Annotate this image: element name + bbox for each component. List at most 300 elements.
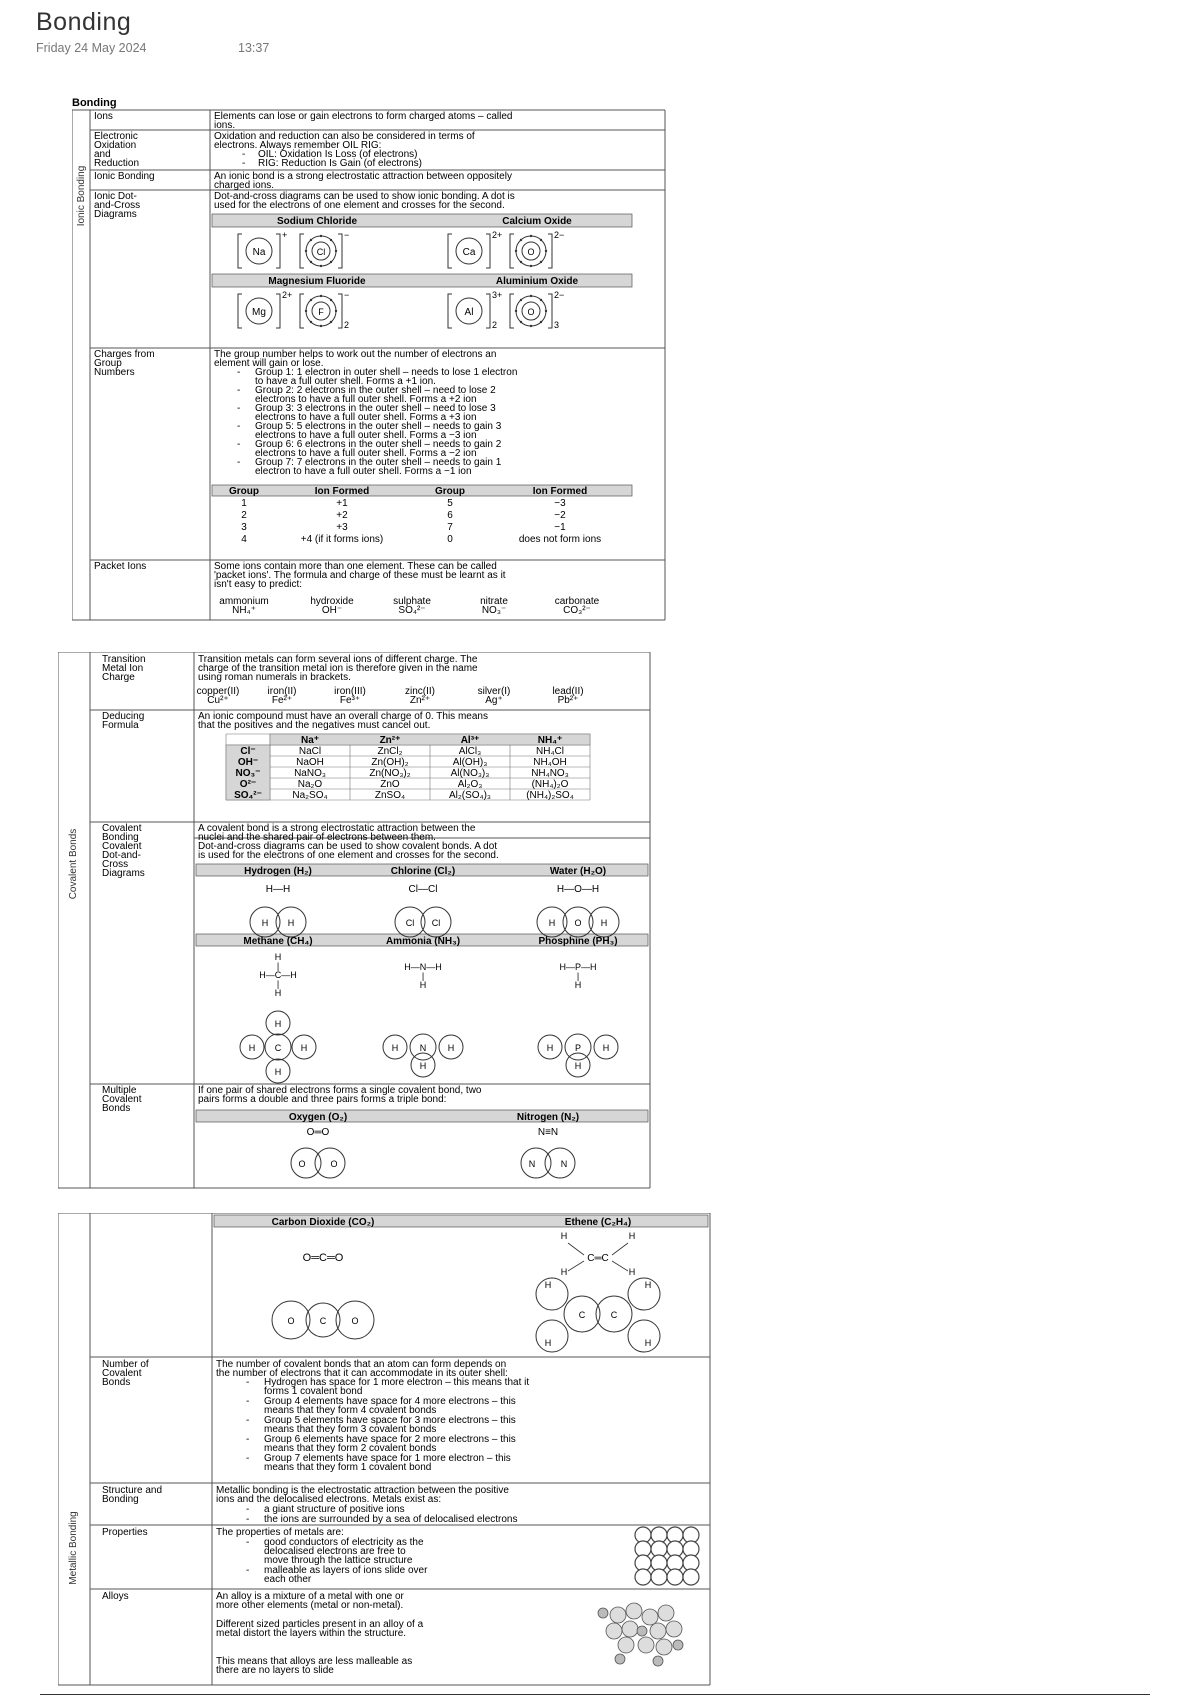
group-table-header: Group (435, 486, 465, 497)
svg-text:-: - (246, 1565, 250, 1576)
transition-ion-name: zinc(II) (405, 686, 435, 697)
bullet-dash: - (246, 1396, 250, 1407)
term-multiple-2: Covalent (102, 1094, 142, 1105)
charges-bullet-line: electrons to have a full outer shell. Forms a −2 ion (255, 448, 477, 459)
alloys-text-2a: Different sized particles present in an alloy of a (216, 1619, 424, 1630)
electron-dot (515, 310, 517, 312)
term-charges-3: Numbers (94, 367, 135, 378)
ion-charge-a: 3+ (492, 290, 503, 300)
number-bullet-line: means that they form 3 covalent bonds (264, 1424, 437, 1435)
alloys-text-3b: there are no layers to slide (216, 1665, 334, 1676)
charges-bullets (237, 367, 517, 477)
formula-cell: (NH₄)₂O (531, 779, 569, 790)
ethene-hydrogen (536, 1320, 568, 1352)
electron-dot (320, 325, 322, 327)
term-properties: Properties (102, 1527, 148, 1538)
alloy-atom (656, 1639, 672, 1655)
redox-text-1: Oxidation and reduction can also be considered in terms of (214, 131, 475, 142)
alloys-text-2b: metal distort the layers within the structure. (216, 1628, 407, 1639)
term-transition-2: Metal Ion (102, 663, 144, 674)
electron-dot (335, 310, 337, 312)
number-bullet-line: forms 1 covalent bond (264, 1386, 363, 1397)
number-bullets (246, 1377, 529, 1473)
svg-text:-: - (242, 149, 246, 160)
alloys-text-3a: This means that alloys are less malleable as (216, 1656, 413, 1667)
ion-charge-a: 2+ (282, 290, 293, 300)
electron-dot (520, 321, 522, 323)
bullet-dash: - (237, 403, 241, 414)
number-bullet-line: Group 5 elements have space for 3 more electrons – this (264, 1415, 516, 1426)
term-ions: Ions (94, 111, 113, 122)
metal-ion (651, 1569, 667, 1585)
cov-dot-text-1: Dot-and-cross diagrams can be used to show covalent bonds. A dot (198, 841, 498, 852)
number-bullet-line: Hydrogen has space for 1 more electron – this means that it (264, 1377, 530, 1388)
formula-row-header: Cl⁻ (240, 746, 256, 757)
struct-line: H—N—H (404, 962, 442, 972)
metal-lattice-diagram (635, 1527, 699, 1585)
ion-symbol-b: O (527, 307, 535, 317)
covalent-atom-symbol: Cl (431, 918, 441, 928)
struct-bond: | (276, 979, 280, 989)
formula-col-header: Al³⁺ (460, 735, 480, 746)
term-cov-dot-4: Diagrams (102, 868, 145, 879)
ethene-h: H (628, 1231, 636, 1241)
alloy-atom (610, 1607, 626, 1623)
hydrogen-symbol: H (300, 1043, 308, 1053)
panel1-heading: Bonding (72, 97, 117, 109)
number-bullet-line: means that they form 1 covalent bond (264, 1462, 432, 1473)
covalent-sheet (58, 652, 658, 1192)
ethene-h-symbol: H (644, 1280, 652, 1290)
ion-symbol-b: F (318, 307, 324, 317)
properties-bullet-2a: malleable as layers of ions slide over (264, 1565, 428, 1576)
ion-charge-b: 2− (554, 230, 565, 240)
struct-bond: | (421, 971, 425, 981)
transition-text-1: Transition metals can form several ions of different charge. The (198, 654, 478, 665)
bullet-dash: - (237, 367, 241, 378)
molecule-title: Chlorine (Cl₂) (390, 866, 456, 877)
hydrogen-symbol: H (391, 1043, 399, 1053)
formula-col-header: NH₄⁺ (537, 735, 563, 746)
covalent-text-1: A covalent bond is a strong electrostatic attraction between the (198, 823, 476, 834)
ions-text-2: ions. (214, 120, 236, 131)
electron-dot (320, 265, 322, 267)
electron-dot (530, 295, 532, 297)
electron-dot (545, 250, 547, 252)
alloy-atom (622, 1621, 638, 1637)
term-alloys: Alloys (102, 1591, 129, 1602)
group-table-cell: does not form ions (518, 534, 602, 545)
transition-ion-name: copper(II) (196, 686, 240, 697)
charges-bullet-line: electron to have a full outer shell. Forms a −1 ion (255, 466, 472, 477)
panel1-side-label: Ionic Bonding (76, 165, 87, 227)
electron-dot (320, 235, 322, 237)
structure-bullet-2: the ions are surrounded by a sea of delocalised electrons (264, 1514, 518, 1525)
ethene-h: H (560, 1231, 568, 1241)
bullet-dash: - (237, 421, 241, 432)
term-covalent-1: Covalent (102, 823, 142, 834)
struct-atom: H (274, 952, 282, 962)
molecule-title: Hydrogen (H₂) (244, 866, 312, 877)
electron-dot (310, 299, 312, 301)
term-electronic-2: Oxidation (94, 140, 137, 151)
dot-cross-text-1: Dot-and-cross diagrams can be used to show ionic bonding. A dot is (214, 191, 515, 202)
covalent-panel (58, 652, 658, 1192)
ion-symbol-a: Ca (462, 247, 476, 258)
molecule-title: Methane (CH₄) (243, 936, 313, 947)
term-dot-cross-1: Ionic Dot- (94, 191, 137, 202)
formula-col-header: Zn²⁺ (379, 735, 401, 746)
struct-atom: H (274, 988, 282, 998)
group-table-cell: +4 (if it forms ions) (300, 534, 384, 545)
co2-atom-symbol: O (287, 1316, 295, 1326)
bullet-dash: - (246, 1415, 250, 1426)
ethene-bond (612, 1243, 628, 1255)
charges-bullet-line: electrons to have a full outer shell. Forms a −3 ion (255, 430, 477, 441)
covalent-atom (521, 1148, 551, 1178)
group-table-cell: 1 (241, 498, 247, 509)
electron-dot (310, 239, 312, 241)
diagram-title-calcium-oxide: Calcium Oxide (502, 216, 572, 227)
alloys-text-1b: more other elements (metal or non-metal). (216, 1600, 404, 1611)
formula-cell: Na₂O (297, 779, 323, 790)
term-multiple-1: Multiple (102, 1085, 137, 1096)
hydrogen-symbol: H (419, 1061, 427, 1071)
number-text-1: The number of covalent bonds that an atom can form depends on (216, 1359, 507, 1370)
properties-bullet-1b: delocalised electrons are free to (264, 1546, 406, 1557)
ions-text-1: Elements can lose or gain electrons to form charged atoms – called (214, 111, 513, 122)
term-cov-dot-2: Dot-and- (102, 850, 141, 861)
molecule-title: Oxygen (O₂) (288, 1112, 348, 1123)
electron-dot (320, 295, 322, 297)
alloy-atom (642, 1609, 658, 1625)
term-transition-1: Transition (102, 654, 146, 665)
co2-title: Carbon Dioxide (CO₂) (271, 1217, 375, 1228)
rig-bullet: RIG: Reduction Is Gain (of electrons) (258, 158, 422, 169)
group-table-header: Ion Formed (314, 486, 370, 497)
formula-row-header: NO₃⁻ (235, 768, 261, 779)
packet-ion-name: ammonium (219, 596, 269, 607)
transition-ion-formula: Fe³⁺ (339, 695, 361, 706)
charges-bullet-line: Group 5: 5 electrons in the outer shell – needs to gain 3 (255, 421, 502, 432)
ion-symbol-a: Al (464, 307, 474, 318)
term-electronic-3: and (94, 149, 111, 160)
ethene-carbon-symbol: C (578, 1310, 586, 1320)
center-atom-symbol: P (574, 1043, 582, 1053)
ion-charge-b: − (344, 230, 350, 240)
alloy-small-atom (653, 1656, 663, 1666)
deducing-text-1: An ionic compound must have an overall charge of 0. This means (198, 711, 488, 722)
ion-subscript-b: 3 (554, 320, 560, 330)
struct-bond: | (576, 971, 580, 981)
hydrogen-symbol: H (274, 1067, 282, 1077)
transition-ion-formula: Fe²⁺ (271, 695, 293, 706)
packet-ion-formula: NH₄⁺ (232, 605, 256, 616)
electron-dot (330, 261, 332, 263)
ethene-cc: C═C (587, 1253, 609, 1264)
alloy-atom (638, 1637, 654, 1653)
group-table-cell: 2 (241, 510, 247, 521)
diagram-title-sodium-chloride: Sodium Chloride (277, 216, 357, 227)
term-transition-3: Charge (102, 672, 135, 683)
formula-row-header: O²⁻ (239, 779, 257, 790)
ionic-bonding-panel (72, 96, 672, 626)
group-table-cell: 7 (447, 522, 453, 533)
packet-text-2: 'packet ions'. The formula and charge of these must be learnt as it (214, 570, 506, 581)
page-date: Friday 24 May 2024 (36, 41, 147, 55)
ion-charge-a: 2+ (492, 230, 503, 240)
ethene-h-symbol: H (644, 1338, 652, 1348)
formula-cell: NaOH (296, 757, 324, 768)
structure-text-2: ions and the delocalised electrons. Metals exist as: (216, 1494, 442, 1505)
metallic-sheet (58, 1213, 718, 1689)
ethene-bond (568, 1261, 584, 1271)
oil-bullet: OIL: Oxidation Is Loss (of electrons) (258, 149, 418, 160)
group-table-cell: −2 (554, 510, 566, 521)
hydrogen-symbol: H (447, 1043, 455, 1053)
formula-cell: NaCl (298, 746, 322, 757)
term-multiple-3: Bonds (102, 1103, 131, 1114)
charges-bullet-line: Group 1: 1 electron in outer shell – needs to lose 1 electron (255, 367, 518, 378)
group-table-cell: 6 (447, 510, 453, 521)
electron-dot (330, 321, 332, 323)
covalent-atom-symbol: H (261, 918, 269, 928)
bullet-dash: - (246, 1434, 250, 1445)
formula-cell: NH₄Cl (536, 746, 564, 757)
charges-bullet-line: Group 6: 6 electrons in the outer shell – needs to gain 2 (255, 439, 502, 450)
covalent-atom-symbol: H (600, 918, 608, 928)
packet-ions-list (219, 596, 599, 616)
packet-ion-formula: NO₃⁻ (481, 605, 507, 616)
term-electronic-4: Reduction (94, 158, 140, 169)
struct-atom: H (419, 980, 427, 990)
redox-text-2: electrons. Always remember OIL RIG: (214, 140, 382, 151)
properties-bullet-2b: each other (264, 1574, 312, 1585)
term-cov-dot-1: Covalent (102, 841, 142, 852)
term-number-1: Number of (102, 1359, 149, 1370)
covalent-atom-symbol: H (548, 918, 556, 928)
struct-atom: H (574, 980, 582, 990)
multiple-text-2: pairs forms a double and three pairs forms a triple bond: (198, 1094, 447, 1105)
number-bullet-line: means that they form 2 covalent bonds (264, 1443, 437, 1454)
group-table-cell: +3 (336, 522, 348, 533)
ion-charge-b: − (344, 290, 350, 300)
transition-ion-name: silver(I) (477, 686, 511, 697)
ion-subscript-a: 2 (492, 320, 498, 330)
electron-dot (515, 250, 517, 252)
term-deducing-2: Formula (102, 720, 139, 731)
number-bullet-line: Group 7 elements have space for 1 more electron – this (264, 1453, 511, 1464)
transition-text-3: using roman numerals in brackets. (198, 672, 351, 683)
formula-cell: Al₂(SO₄)₃ (448, 790, 492, 801)
molecule-title: Nitrogen (N₂) (516, 1112, 580, 1123)
term-cov-dot-3: Cross (102, 859, 129, 870)
group-table-header: Group (229, 486, 259, 497)
electron-dot (520, 299, 522, 301)
formula-cell: AlCl₃ (458, 746, 482, 757)
metal-ion (667, 1569, 683, 1585)
svg-text:-: - (246, 1504, 250, 1515)
co2-atom-symbol: O (351, 1316, 359, 1326)
ion-charge-a: + (282, 230, 288, 240)
group-table-cell: +2 (336, 510, 348, 521)
packet-ion-formula: OH⁻ (321, 605, 343, 616)
charges-bullet-line: to have a full outer shell. Forms a +1 ion. (255, 376, 436, 387)
ion-symbol-b: Cl (316, 247, 326, 257)
molecule-title: Phosphine (PH₃) (538, 936, 618, 947)
packet-text-1: Some ions contain more than one element. These can be called (214, 561, 497, 572)
ethene-h-symbol: H (544, 1338, 552, 1348)
number-bullet-line: means that they form 4 covalent bonds (264, 1405, 437, 1416)
alloy-small-atom (673, 1640, 683, 1650)
svg-text:-: - (242, 158, 246, 169)
formula-cell: Zn(NO₃)₂ (369, 768, 411, 779)
co2-ethene-diagrams (272, 1231, 660, 1352)
properties-text: The properties of metals are: (216, 1527, 344, 1538)
svg-text:-: - (246, 1537, 250, 1548)
electron-dot (310, 321, 312, 323)
term-electronic-1: Electronic (94, 131, 138, 142)
ion-symbol-a: Na (252, 247, 266, 258)
formula-cell: NaNO₃ (294, 768, 326, 779)
term-covalent-2: Bonding (102, 832, 139, 843)
electron-dot (520, 239, 522, 241)
covalent-atom-symbol: O (298, 1159, 306, 1169)
term-charges-1: Charges from (94, 349, 155, 360)
covalent-atom-symbol: O (330, 1159, 338, 1169)
properties-bullet-1a: good conductors of electricity as the (264, 1537, 424, 1548)
bullet-dash: - (246, 1453, 250, 1464)
ionic-bonding-sheet (72, 96, 672, 626)
term-number-3: Bonds (102, 1377, 131, 1388)
formula-cell: Na₂SO₄ (292, 790, 328, 801)
formula-cell: ZnSO₄ (374, 790, 406, 801)
metal-ion (683, 1569, 699, 1585)
center-atom-symbol: N (419, 1043, 427, 1053)
electron-dot (530, 235, 532, 237)
formula-cell: Al(OH)₃ (452, 757, 488, 768)
formula-cell: NH₄NO₃ (531, 768, 569, 779)
struct-bond: | (276, 961, 280, 971)
formula-cell: Al₂O₃ (457, 779, 483, 790)
term-packet-ions: Packet Ions (94, 561, 147, 572)
covalent-atom-symbol: N (560, 1159, 568, 1169)
molecule-structure: N≡N (537, 1127, 559, 1138)
alloys-text-1a: An alloy is a mixture of a metal with one or (216, 1591, 404, 1602)
formula-cell: ZnCl₂ (377, 746, 403, 757)
transition-ion-name: iron(III) (334, 686, 366, 697)
charges-bullet-line: electrons to have a full outer shell. Forms a +2 ion (255, 394, 477, 405)
term-structure-2: Bonding (102, 1494, 139, 1505)
ethene-carbon-symbol: C (610, 1310, 618, 1320)
electron-dot (540, 299, 542, 301)
ion-subscript-b: 2 (344, 320, 350, 330)
ethene-h: H (560, 1267, 568, 1277)
covalent-atom-symbol: O (574, 918, 582, 928)
alloy-atom (650, 1623, 666, 1639)
ionic-bond-text-2: charged ions. (214, 180, 275, 191)
electron-dot (305, 310, 307, 312)
page-title: Bonding (36, 8, 132, 36)
formula-row-header: SO₄²⁻ (234, 790, 262, 801)
ethene-title: Ethene (C₂H₄) (564, 1217, 632, 1228)
ethene-h: H (628, 1267, 636, 1277)
electron-dot (520, 261, 522, 263)
number-bullet-line: Group 6 elements have space for 2 more electrons – this (264, 1434, 516, 1445)
group-table-cell: 3 (241, 522, 247, 533)
alloy-small-atom (637, 1626, 647, 1636)
molecule-structure: O═O (306, 1127, 330, 1138)
molecule-title: Ammonia (NH₃) (385, 936, 461, 947)
number-bullet-line: Group 4 elements have space for 4 more electrons – this (264, 1396, 516, 1407)
transition-ion-name: lead(II) (552, 686, 584, 697)
multiple-text-1: If one pair of shared electrons forms a single covalent bond, two (198, 1085, 482, 1096)
formula-col-header: Na⁺ (300, 735, 320, 746)
covalent-atom-symbol: H (287, 918, 295, 928)
formula-cell: NH₄OH (533, 757, 567, 768)
bullet-dash: - (237, 439, 241, 450)
ethene-bond (568, 1243, 584, 1255)
term-number-2: Covalent (102, 1368, 142, 1379)
bullet-dash: - (237, 457, 241, 468)
formula-row-header: OH⁻ (237, 757, 259, 768)
term-ionic-bonding: Ionic Bonding (94, 171, 155, 182)
electron-dot (530, 325, 532, 327)
structure-bullet-1: a giant structure of positive ions (264, 1504, 405, 1515)
charges-bullet-line: Group 2: 2 electrons in the outer shell – need to lose 2 (255, 385, 496, 396)
charges-intro-2: element will gain or lose. (214, 358, 324, 369)
electron-dot (335, 250, 337, 252)
term-deducing-1: Deducing (102, 711, 145, 722)
packet-ion-name: carbonate (554, 596, 600, 607)
group-table-cell: 5 (447, 498, 453, 509)
term-dot-cross-3: Diagrams (94, 209, 137, 220)
co2-structure: O═C═O (302, 1252, 344, 1264)
transition-text-2: charge of the transition metal ion is therefore given in the name (198, 663, 478, 674)
panel2-side-label: Covalent Bonds (68, 828, 79, 900)
hydrogen-symbol: H (274, 1019, 282, 1029)
svg-text:-: - (246, 1514, 250, 1525)
diagram-title-magnesium-fluoride: Magnesium Fluoride (268, 276, 366, 287)
term-dot-cross-2: and-Cross (94, 200, 141, 211)
term-structure-1: Structure and (102, 1485, 163, 1496)
transition-ion-formula: Ag⁺ (485, 695, 503, 706)
properties-bullet-1c: move through the lattice structure (264, 1555, 413, 1566)
struct-line: H—C—H (259, 970, 297, 980)
transition-ion-formula: Pb²⁺ (557, 695, 579, 706)
formula-cell: Al(NO₃)₃ (450, 768, 490, 779)
packet-ion-name: sulphate (393, 596, 431, 607)
transition-ion-formula: Zn²⁺ (409, 695, 431, 706)
ion-symbol-b: O (527, 247, 535, 257)
electron-dot (530, 265, 532, 267)
alloy-small-atom (615, 1654, 625, 1664)
hydrogen-symbol: H (248, 1043, 256, 1053)
ethene-h-symbol: H (544, 1280, 552, 1290)
covalent-atom (291, 1148, 321, 1178)
covalent-atom-symbol: N (528, 1159, 536, 1169)
alloy-lattice-diagram (598, 1603, 683, 1666)
formula-cell: Zn(OH)₂ (371, 757, 409, 768)
group-table-header: Ion Formed (532, 486, 588, 497)
bullet-dash: - (246, 1377, 250, 1388)
deducing-text-2: that the positives and the negatives must cancel out. (198, 720, 431, 731)
molecule-structure: Cl—Cl (408, 884, 438, 895)
alloy-atom (666, 1621, 682, 1637)
alloy-atom (658, 1605, 674, 1621)
bullet-dash: - (237, 385, 241, 396)
packet-text-3: isn't easy to predict: (214, 579, 303, 590)
